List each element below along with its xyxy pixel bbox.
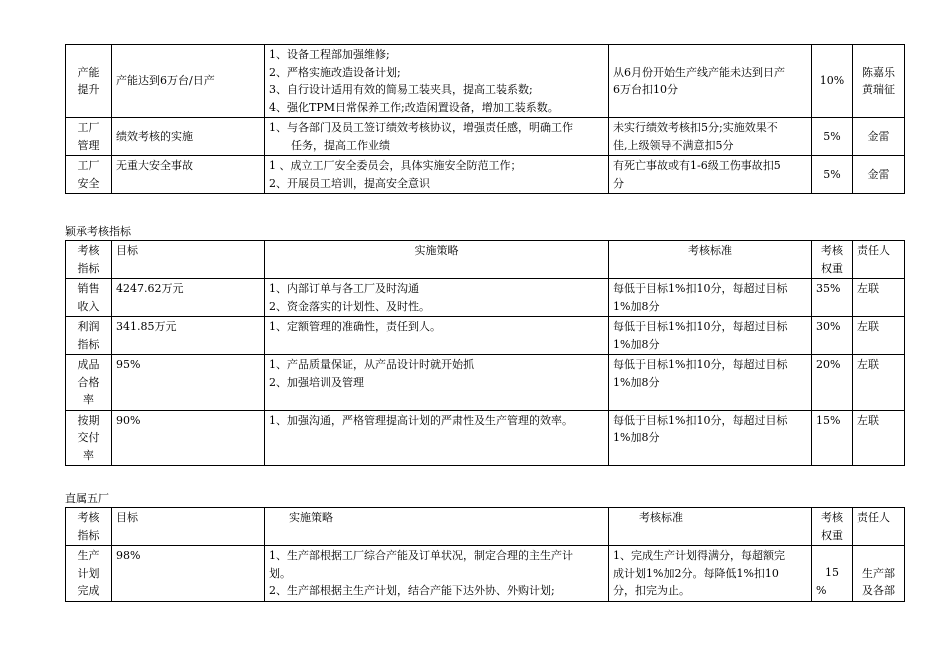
strategy-cell: 1、内部订单与各工厂及时沟通 2、资金落实的计划性、及时性。 — [265, 279, 609, 317]
owner-cell: 左联 — [853, 279, 905, 317]
standard-cell: 有死亡事故或有1-6级工伤事故扣5 分 — [609, 156, 812, 194]
weight-cell: 35% — [812, 279, 853, 317]
section-title-factory-five: 直属五厂 — [65, 492, 109, 505]
strategy-cell: 1、加强沟通，严格管理提高计划的严肃性及生产管理的效率。 — [265, 410, 609, 466]
header-weight: 考核 权重 — [812, 508, 853, 546]
standard-cell: 未实行绩效考核扣5分;实施效果不 佳,上级领导不满意扣5分 — [609, 118, 812, 156]
weight-cell: 10% — [812, 45, 853, 118]
weight-cell: 15 % — [812, 546, 853, 602]
strategy-cell: 1、设备工程部加强维修; 2、严格实施改造设备计划; 3、自行设计适用有效的简易工装夹具，提高工装系数; 4、强化TPM日常保养工作;改造闲置设备，增加工装系数。 — [265, 45, 609, 118]
yingcheng-kpi-table — [65, 240, 905, 466]
owner-cell: 金雷 — [853, 118, 905, 156]
standard-cell: 每低于目标1%扣10分，每超过目标 1%加8分 — [609, 279, 812, 317]
indicator-cell: 利润 指标 — [66, 317, 112, 355]
indicator-cell: 工厂 管理 — [66, 118, 112, 156]
table-row — [66, 118, 905, 156]
target-cell: 98% — [112, 546, 265, 602]
target-cell: 90% — [112, 410, 265, 466]
indicator-cell: 生产 计划 完成 — [66, 546, 112, 602]
owner-cell: 金雷 — [853, 156, 905, 194]
strategy-cell: 1、产品质量保证，从产品设计时就开始抓 2、加强培训及管理 — [265, 355, 609, 411]
table-header-row — [66, 241, 905, 279]
owner-cell: 生产部 及各部 — [853, 546, 905, 602]
header-standard: 考核标准 — [609, 241, 812, 279]
header-owner: 责任人 — [853, 508, 905, 546]
target-cell: 341.85万元 — [112, 317, 265, 355]
strategy-cell: 1、生产部根据工厂综合产能及订单状况，制定合理的主生产计 划。 2、生产部根据主生产计划，结合产能下达外协、外购计划; — [265, 546, 609, 602]
header-target: 目标 — [112, 508, 265, 546]
strategy-cell: 1、与各部门及员工签订绩效考核协议，增强责任感，明确工作 任务，提高工作业绩 — [265, 118, 609, 156]
header-target: 目标 — [112, 241, 265, 279]
weight-cell: 20% — [812, 355, 853, 411]
target-cell: 绩效考核的实施 — [112, 118, 265, 156]
table-row — [66, 45, 905, 118]
table-row — [66, 317, 905, 355]
production-targets-table — [65, 44, 905, 194]
strategy-cell: 1、定额管理的准确性，责任到人。 — [265, 317, 609, 355]
standard-cell: 每低于目标1%扣10分，每超过目标 1%加8分 — [609, 410, 812, 466]
table-row — [66, 355, 905, 411]
factory-five-kpi-table — [65, 507, 905, 602]
target-cell: 无重大安全事故 — [112, 156, 265, 194]
standard-cell: 从6月份开始生产线产能未达到日产 6万台扣10分 — [609, 45, 812, 118]
standard-cell: 每低于目标1%扣10分，每超过目标 1%加8分 — [609, 355, 812, 411]
target-cell: 产能达到6万台/日产 — [112, 45, 265, 118]
section-title-yingcheng: 颖承考核指标 — [65, 225, 131, 238]
header-strategy: 实施策略 — [265, 241, 609, 279]
header-strategy: 实施策略 — [265, 508, 609, 546]
owner-cell: 左联 — [853, 410, 905, 466]
indicator-cell: 产能 提升 — [66, 45, 112, 118]
owner-cell: 陈嘉乐 黄瑞征 — [853, 45, 905, 118]
header-standard: 考核标准 — [609, 508, 812, 546]
header-indicator: 考核 指标 — [66, 241, 112, 279]
owner-cell: 左联 — [853, 355, 905, 411]
table-row — [66, 410, 905, 466]
owner-cell: 左联 — [853, 317, 905, 355]
target-cell: 95% — [112, 355, 265, 411]
indicator-cell: 销售 收入 — [66, 279, 112, 317]
target-cell: 4247.62万元 — [112, 279, 265, 317]
standard-cell: 每低于目标1%扣10分，每超过目标 1%加8分 — [609, 317, 812, 355]
header-weight: 考核 权重 — [812, 241, 853, 279]
weight-cell: 15% — [812, 410, 853, 466]
weight-cell: 30% — [812, 317, 853, 355]
weight-cell: 5% — [812, 118, 853, 156]
indicator-cell: 工厂 安全 — [66, 156, 112, 194]
weight-cell: 5% — [812, 156, 853, 194]
indicator-cell: 按期 交付 率 — [66, 410, 112, 466]
standard-cell: 1、完成生产计划得满分，每超额完 成计划1%加2分。每降低1%扣10 分，扣完为止。 — [609, 546, 812, 602]
table-row — [66, 546, 905, 602]
indicator-cell: 成品 合格 率 — [66, 355, 112, 411]
table-header-row — [66, 508, 905, 546]
header-owner: 责任人 — [853, 241, 905, 279]
table-row — [66, 156, 905, 194]
strategy-cell: 1 、成立工厂安全委员会，具体实施安全防范工作； 2、开展员工培训，提高安全意识 — [265, 156, 609, 194]
header-indicator: 考核 指标 — [66, 508, 112, 546]
table-row — [66, 279, 905, 317]
